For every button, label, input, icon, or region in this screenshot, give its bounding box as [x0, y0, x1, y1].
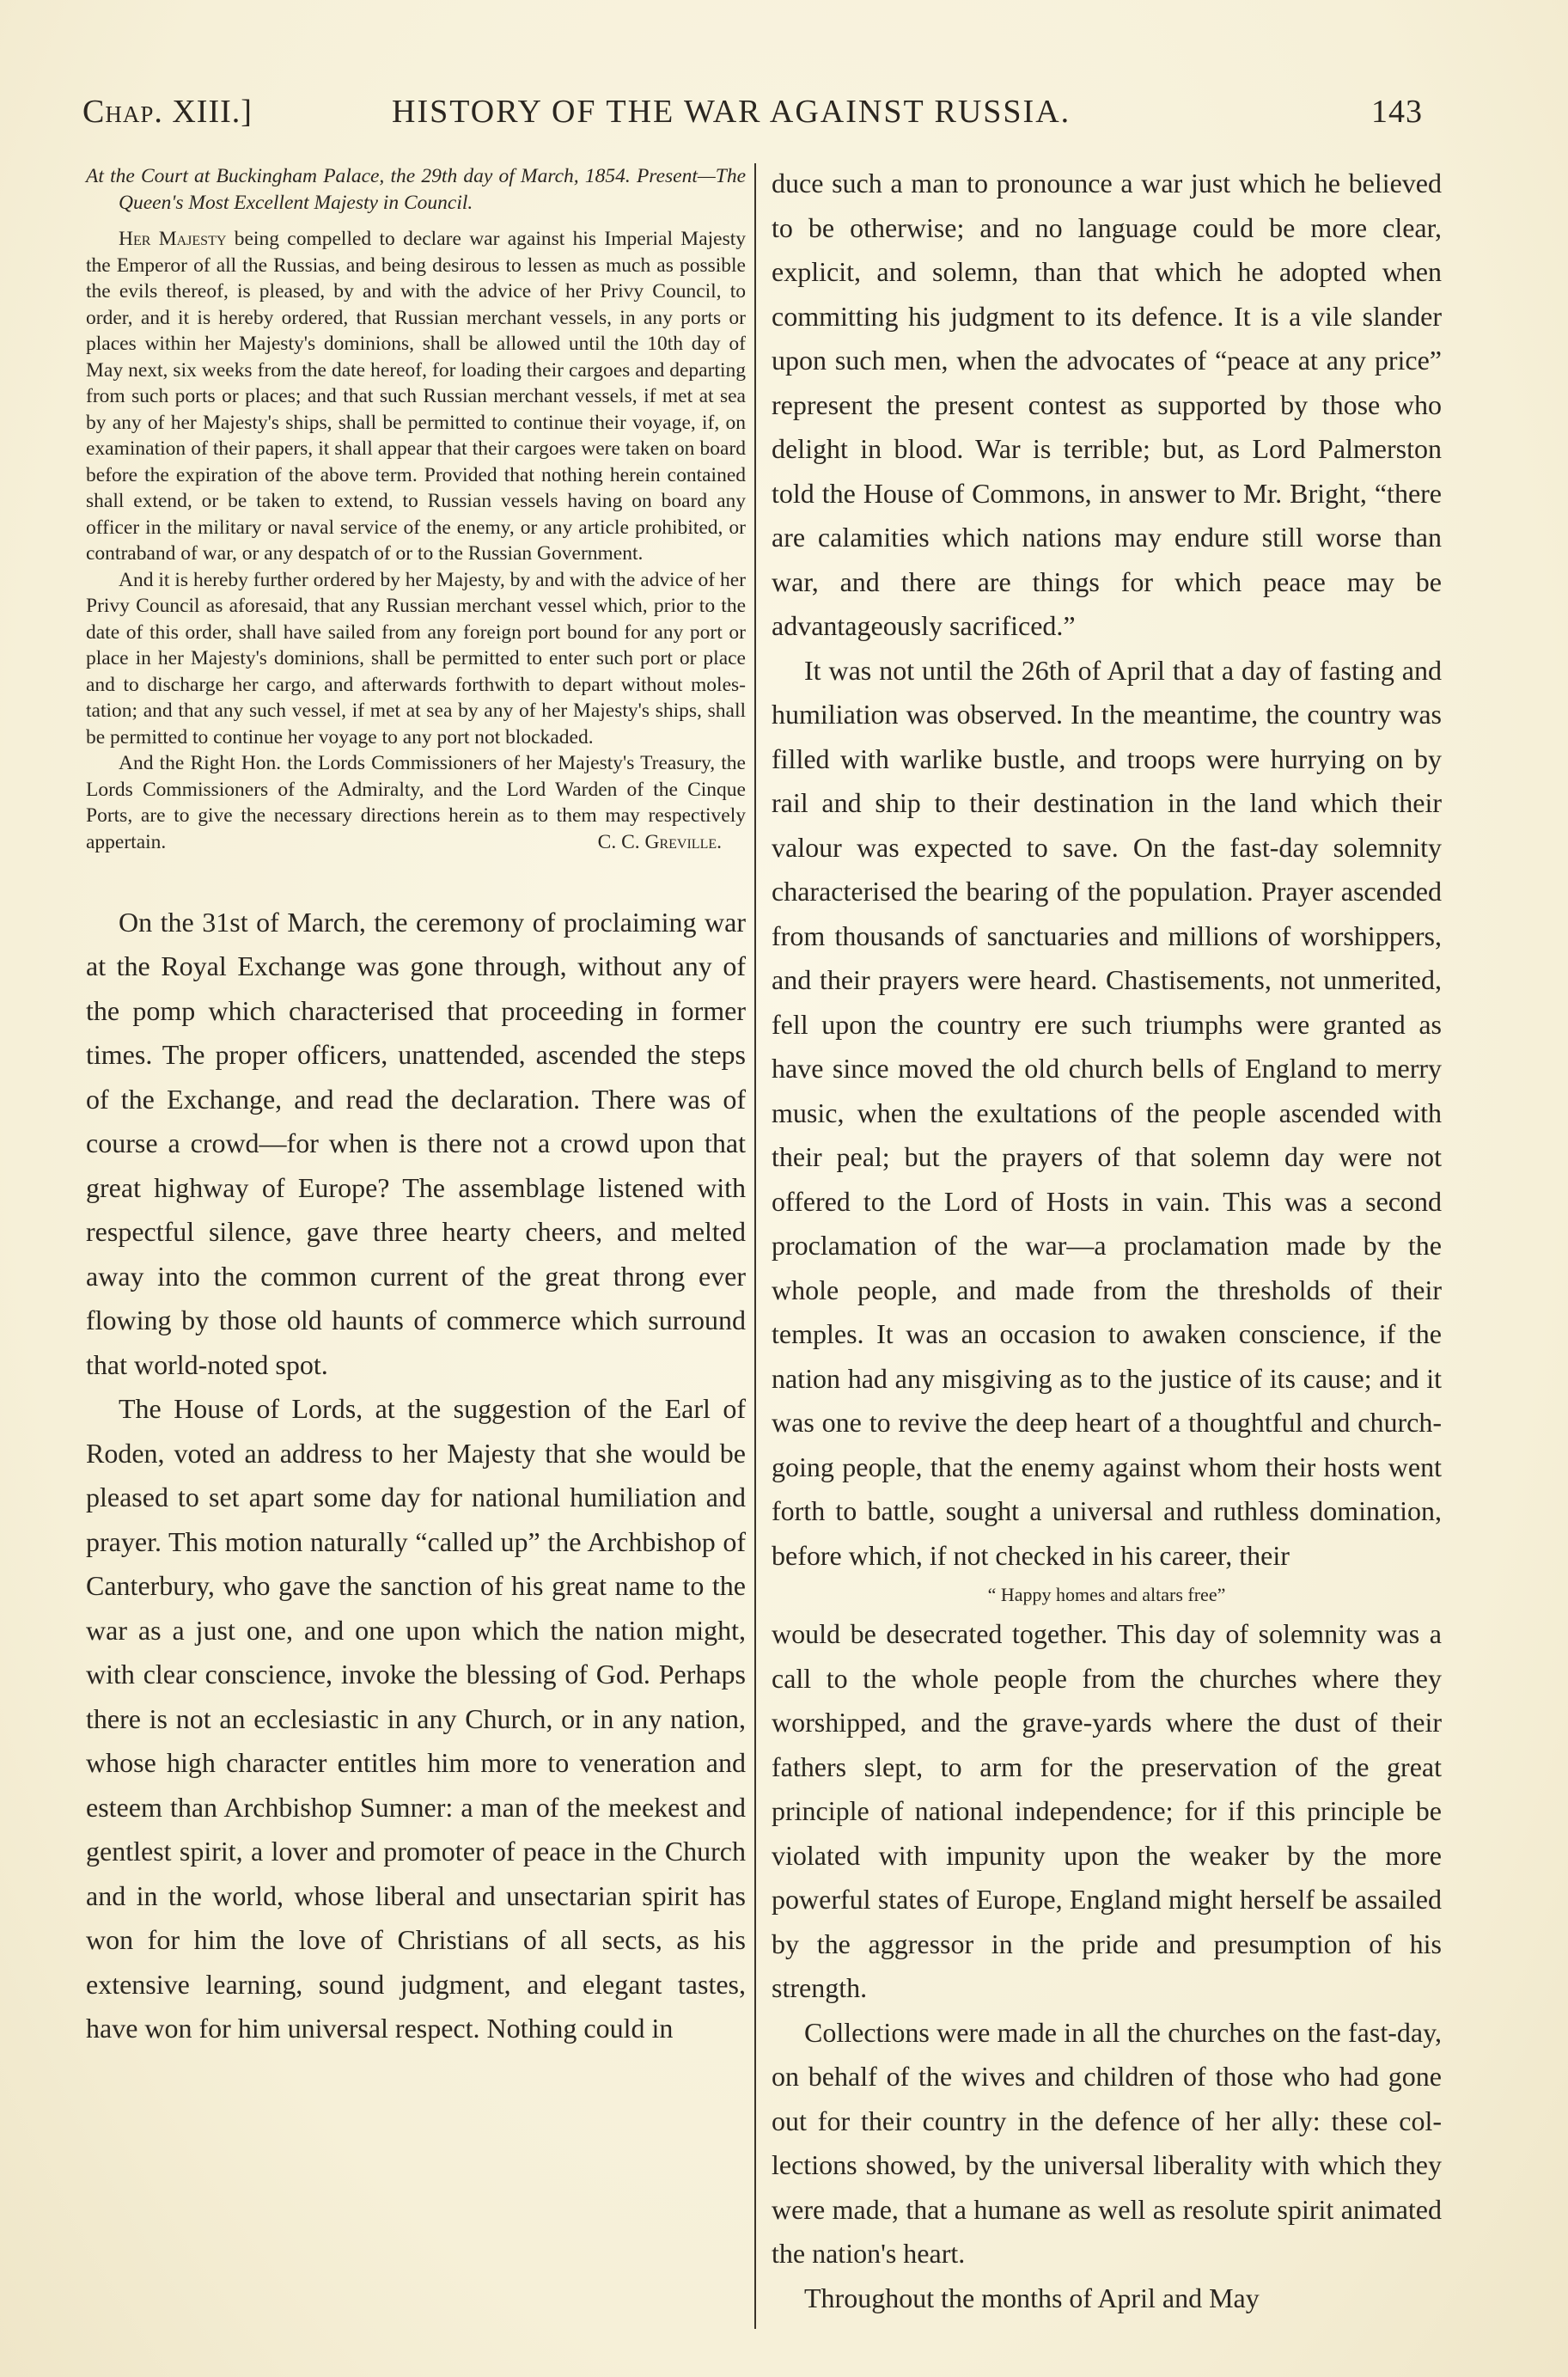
body-paragraph: would be desecrated together. This day of solemnity was a call to the whole people from the churches where they worshipped, and the grave-yards where the dust of their fathers slept, to arm for the preservation of the great principle of national independence; for if this principle be violated with impunity upon the weaker by the more powerful states of Europe, England might herself be assailed by the aggressor in the pride and presumption of his strength. [772, 1618, 1442, 2003]
body-paragraph: Collections were made in all the churches on the fast-day, on behalf of the wives and children of those who had gone out for their country in the defence of her ally: these collections showed, by the universal liberality with which they were made, that a humane as well as resolute spirit animated the nation's heart. [772, 2016, 1442, 2269]
order-paragraph-text: being compelled to declare war against his Imperial Majesty the Emperor of all the Russias, and being desirous to lessen as much as possible the evils thereof, is pleased, by and with the advice of her Privy Council, to order, and it is hereby ordered, that Russian merchant vessels, in any ports or places within her Majesty's dominions, shall be allowed until the 10th day of May next, six weeks from the date hereof, for loading their cargoes and departing from such ports or places; and that such Russian merchant vessels, if met at sea by any of her Majesty's ships, shall be permitted to continue their voyage, if, on examination of their papers, it shall appear that their cargoes were taken on board before the expiration of the above term. Provided that nothing herein contained shall extend, or be taken to extend, to Russian vessels having on board any officer in the military or naval service of the enemy, or any article prohibited, or contraband of war, or any despatch of or to the Russian Government. [86, 228, 747, 565]
order-paragraph: And the Right Hon. the Lords Commissioners of her Majesty's Treasury, the Lords Commissioners of the Admiralty, and the Lord Warden of the Cinque Ports, are to give the necessary directions herein as to them may respectively appertain. [86, 752, 746, 853]
order-signature: C. C. Greville. [597, 831, 722, 853]
order-heading: At the Court at Buckingham Palace, the 29th day of March, 1854. Present—The Queen's Most Excellent Majesty in Council. [86, 165, 746, 214]
page-number: 143 [1371, 94, 1423, 130]
right-body-text [772, 162, 1442, 2320]
body-paragraph: On the 31st of March, the ceremony of proclaiming war at the Royal Exchange was gone through, without any of the pomp which characterised that proceeding in former times. The proper officers, unattended, ascended the steps of the Exchange, and read the declaration. There was of course a crowd—for when is there not a crowd upon that great highway of Europe? The assemblage listened with respectful silence, gave three hearty cheers, and melted away into the common current of the great throng ever flowing by those old haunts of commerce which surround that world-noted spot. [86, 906, 746, 1380]
order-paragraph [86, 226, 746, 567]
running-head [82, 93, 1457, 153]
column-divider [754, 163, 756, 2329]
chapter-label: Chap. XIII.] [82, 94, 253, 130]
body-paragraph: Throughout the months of April and May [804, 2282, 1260, 2313]
book-title: HISTORY OF THE WAR AGAINST RUSSIA. [392, 94, 1071, 130]
order-lead: Her Majesty [119, 228, 227, 250]
verse-quotation: “ Happy homes and altars free” [987, 1584, 1226, 1605]
body-paragraph: duce such a man to pronounce a war just which he believed to be otherwise; and no language could be more clear, explicit, and solemn, than that which he adopted when committing his judgment to its defence. It is a vile slander upon such men, when the advocates of “peace at any price” represent the present contest as supported by those who delight in blood. War is terrible; but, as Lord Palmerston told the House of Commons, in answer to Mr. Bright, “there are calamities which nations may endure still worse than war, and there are things for which peace may be advantageously sacrificed.” [772, 168, 1442, 641]
left-column [86, 163, 746, 2051]
body-paragraph: It was not until the 26th of April that a day of fasting and humiliation was observed. In the meantime, the country was filled with warlike bustle, and troops were hurrying on by rail and ship to their destination in the land which their valour was expected to save. On the fast-day solemnity characterised the bearing of the population. Prayer ascended from thousands of sanctuaries and millions of worshippers, and their prayers were heard. Chastisements, not unmerited, fell upon the country ere such triumphs were granted as have since moved the old church bells of England to merry music, when the exultations of the people ascended with their peal; but the prayers of that solemn day were not offered to the Lord of Hosts in vain. This was a second proclamation of the war—a proclamation made by the whole people, and made from the thresholds of their temples. It was an occasion to awaken conscience, if the nation had any misgiving as to the justice of its cause; and it was one to revive the deep heart of a thoughtful and church-going people, that the enemy against whom their hosts went forth to battle, sought a universal and ruthless domination, before which, if not checked in his career, their [772, 654, 1442, 1571]
order-in-council [86, 163, 746, 856]
left-body-text [86, 901, 746, 2051]
right-column [772, 162, 1442, 2320]
order-paragraph: And it is hereby further ordered by her Majesty, by and with the advice of her Privy Council as aforesaid, that any Russian merchant vessel which, prior to the date of this order, shall have sailed from any foreign port bound for any port or place in her Majesty's dominions, shall be permitted to enter such port or place and to discharge her cargo, and afterwards forthwith to depart without molestation; and that any such vessel, if met at sea by any of her Majesty's ships, shall be permitted to continue her voyage to any port not blockaded. [86, 568, 746, 749]
body-paragraph: The House of Lords, at the suggestion of the Earl of Roden, voted an address to her Majesty that she would be pleased to set apart some day for national humiliation and prayer. This motion naturally “called up” the Archbishop of Canterbury, who gave the sanction of his great name to the war as a just one, and one upon which the nation might, with clear conscience, invoke the blessing of God. Perhaps there is not an ecclesiastic in any Church, or in any nation, whose high character entitles him more to veneration and esteem than Archbishop Sumner: a man of the meekest and gentlest spirit, a lover and promoter of peace in the Church and in the world, whose liberal and unsectarian spirit has won for him the love of Christians of all sects, as his extensive learning, sound judgment, and elegant tastes, have won for him universal respect. Nothing could in [86, 1393, 746, 2044]
